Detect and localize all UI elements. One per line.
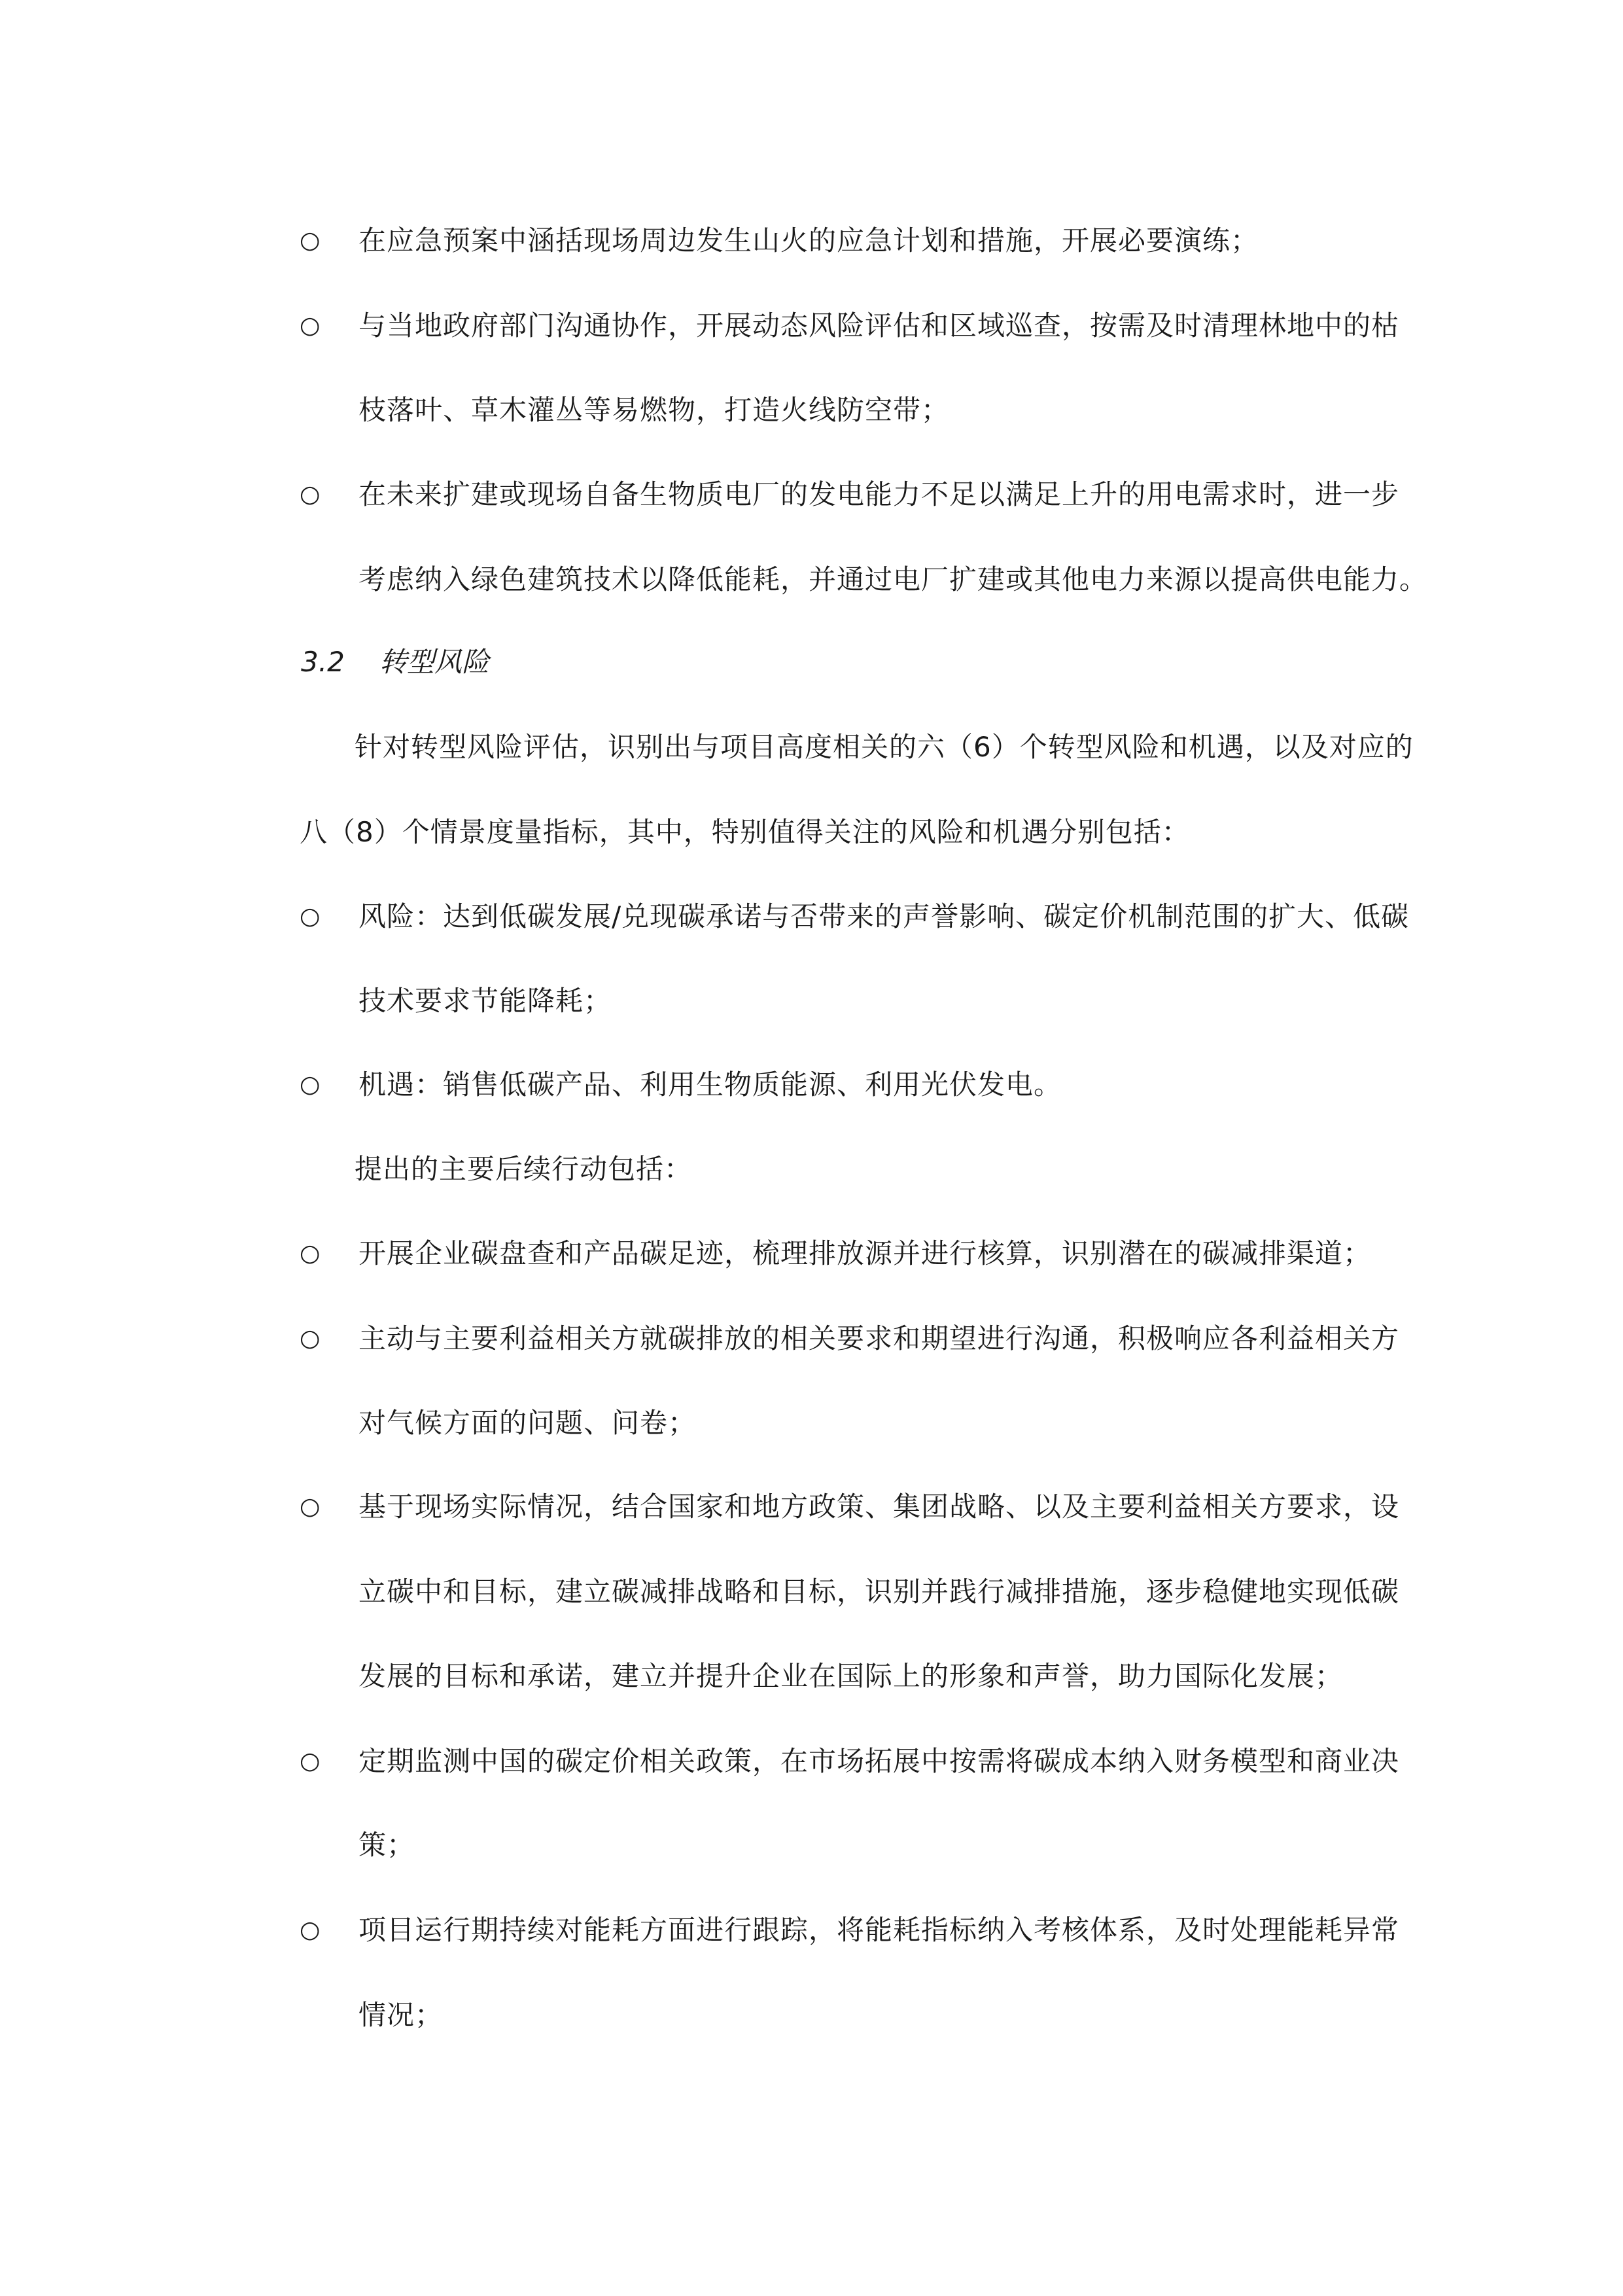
section-title: 转型风险 — [379, 646, 490, 678]
list-item-text: 主动与主要利益相关方就碳排放的相关要求和期望进行沟通，积极响应各利益相关方 — [358, 1322, 1400, 1354]
list-bullet: ○ — [300, 1240, 321, 1267]
list-bullet: ○ — [300, 1916, 321, 1943]
list-item-text: 对气候方面的问题、问卷； — [358, 1407, 697, 1439]
list-item-text: 风险：达到低碳发展/兑现碳承诺与否带来的声誉影响、碳定价机制范围的扩大、低碳 — [358, 900, 1410, 932]
list-item-text: 在未来扩建或现场自备生物质电厂的发电能力不足以满足上升的用电需求时，进一步 — [358, 478, 1400, 510]
list-item-text: 在应急预案中涵括现场周边发生山火的应急计划和措施，开展必要演练； — [358, 224, 1259, 256]
list-item-text: 技术要求节能降耗； — [358, 985, 612, 1017]
list-bullet: ○ — [300, 1493, 321, 1520]
paragraph-line: 针对转型风险评估，识别出与项目高度相关的六（6）个转型风险和机遇，以及对应的 — [355, 731, 1414, 763]
paragraph-line: 八（8）个情景度量指标，其中，特别值得关注的风险和机遇分别包括： — [300, 816, 1190, 848]
list-item-text: 枝落叶、草木灌丛等易燃物，打造火线防空带； — [358, 394, 950, 426]
list-item-text: 机遇：销售低碳产品、利用生物质能源、利用光伏发电。 — [358, 1069, 1062, 1101]
list-bullet: ○ — [300, 1748, 321, 1775]
list-item-text: 基于现场实际情况，结合国家和地方政策、集团战略、以及主要利益相关方要求，设 — [358, 1491, 1400, 1523]
list-item-text: 立碳中和目标，建立碳减排战略和目标，识别并践行减排措施，逐步稳健地实现低碳 — [358, 1576, 1400, 1608]
list-item-text: 发展的目标和承诺，建立并提升企业在国际上的形象和声誉，助力国际化发展； — [358, 1660, 1344, 1692]
list-item-text: 策； — [358, 1829, 415, 1861]
list-bullet: ○ — [300, 1325, 321, 1352]
list-bullet: ○ — [300, 312, 321, 339]
list-bullet: ○ — [300, 481, 321, 508]
list-bullet: ○ — [300, 903, 321, 930]
list-bullet: ○ — [300, 1071, 321, 1098]
list-item-text: 情况； — [358, 1999, 444, 2031]
list-item-text: 考虑纳入绿色建筑技术以降低能耗，并通过电厂扩建或其他电力来源以提高供电能力。 — [358, 563, 1428, 595]
list-item-text: 与当地政府部门沟通协作，开展动态风险评估和区域巡查，按需及时清理林地中的枯 — [358, 309, 1400, 342]
list-item-text: 开展企业碳盘查和产品碳足迹，梳理排放源并进行核算，识别潜在的碳减排渠道； — [358, 1237, 1372, 1269]
list-bullet: ○ — [300, 227, 321, 254]
list-item-text: 项目运行期持续对能耗方面进行跟踪，将能耗指标纳入考核体系，及时处理能耗异常 — [358, 1914, 1400, 1946]
list-item-text: 定期监测中国的碳定价相关政策，在市场拓展中按需将碳成本纳入财务模型和商业决 — [358, 1745, 1400, 1777]
paragraph-line: 提出的主要后续行动包括： — [355, 1153, 693, 1185]
section-number: 3.2 — [301, 646, 345, 678]
